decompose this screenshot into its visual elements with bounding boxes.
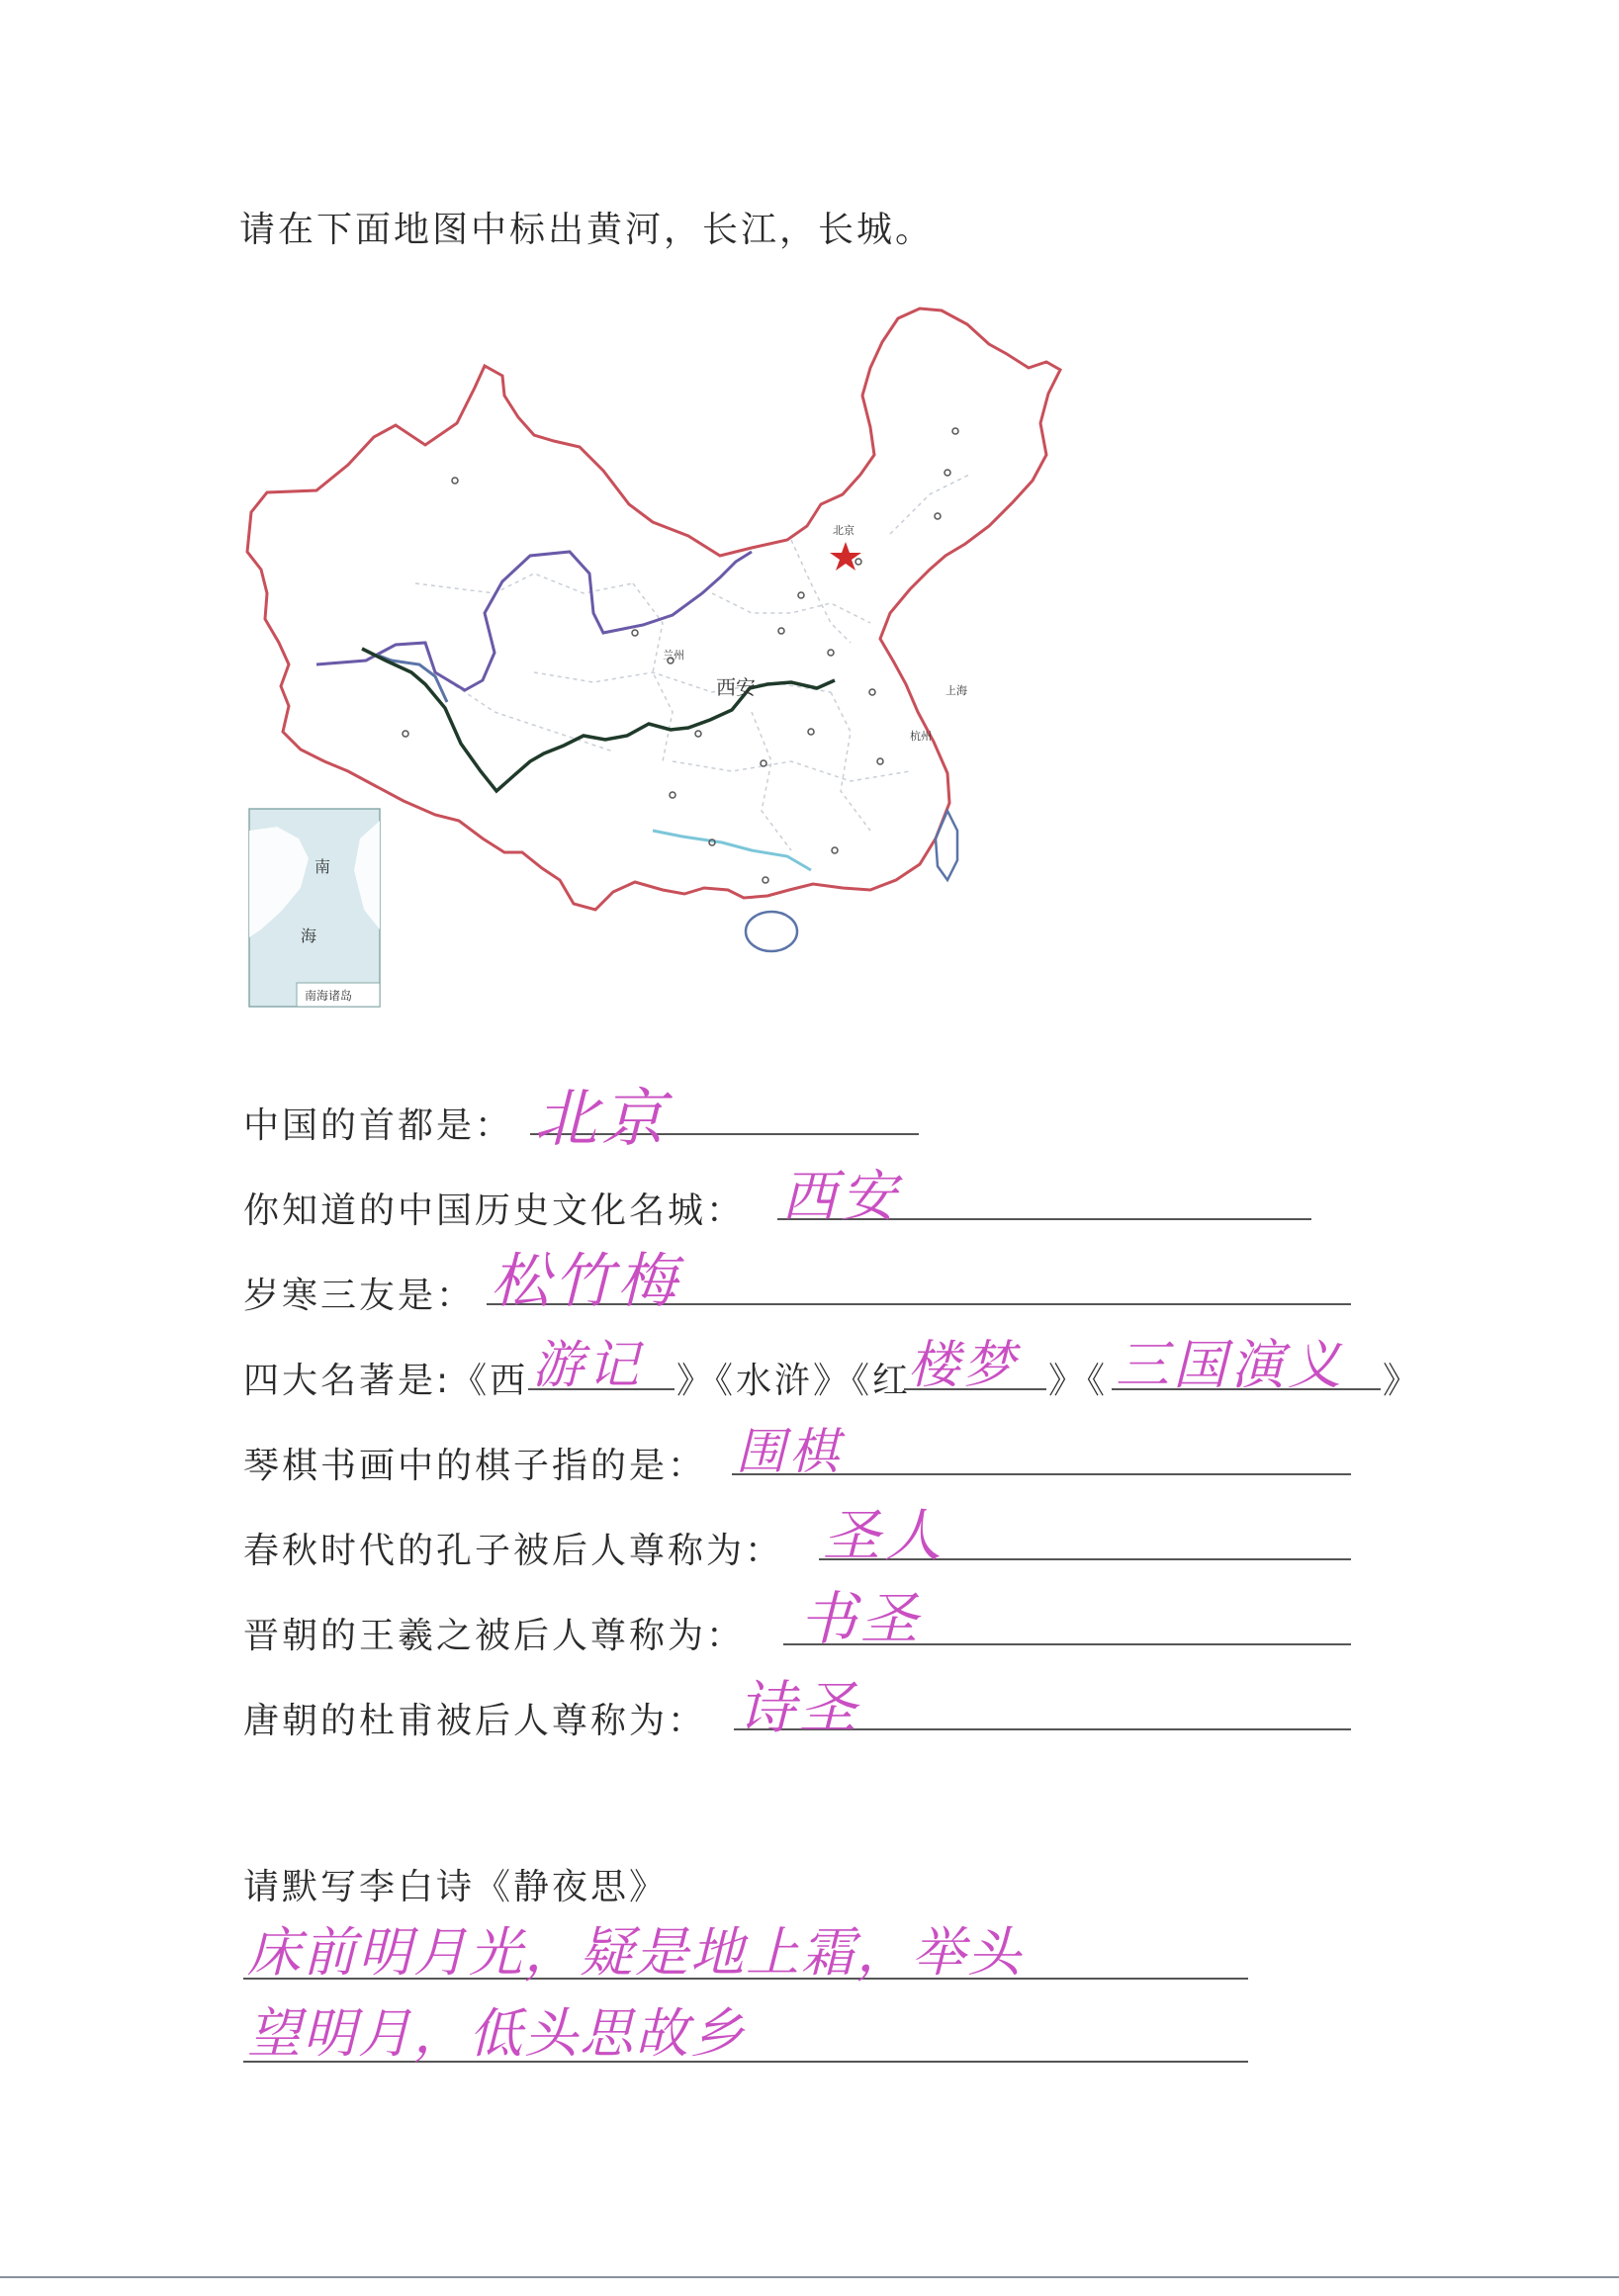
question-capital: 中国的首都是：: [243, 1105, 514, 1146]
question-confucius: 春秋时代的孔子被后人尊称为：: [243, 1531, 784, 1571]
question-historic-city: 你知道的中国历史文化名城：: [243, 1191, 746, 1231]
question-du-fu: 唐朝的杜甫被后人尊称为：: [243, 1701, 707, 1741]
poem-line-1: 床前明月光，疑是地上霜，举头: [247, 1921, 1023, 1984]
answer-capital: 北京: [534, 1083, 669, 1156]
poem-prompt: 请默写李白诗《静夜思》: [243, 1867, 669, 1907]
answer-du-fu: 诗圣: [738, 1674, 861, 1741]
province-boundaries: [415, 475, 969, 850]
label-shanghai: 上海: [945, 684, 967, 697]
answer-historic-city: 西安: [781, 1165, 900, 1229]
answer-confucius: 圣人: [823, 1502, 946, 1569]
south-china-sea-inset: [249, 809, 380, 1007]
taiwan-island: [936, 811, 957, 880]
inset-caption: 南海诸岛: [305, 989, 353, 1003]
answer-three-friends: 松竹梅: [491, 1247, 680, 1316]
label-xian: 西安: [716, 675, 756, 699]
question-four-classics-mid2: 》《: [1048, 1361, 1109, 1401]
question-four-classics-prefix: 四大名著是:《西: [243, 1361, 529, 1401]
question-three-friends: 岁寒三友是：: [243, 1276, 476, 1316]
answer-classic-3: 三国演义: [1116, 1334, 1345, 1396]
poem-line-2: 望明月，低头思故乡: [247, 2002, 746, 2065]
question-qi: 琴棋书画中的棋子指的是：: [243, 1446, 707, 1486]
inset-label-hai: 海: [301, 927, 317, 945]
inset-label-nan: 南: [315, 857, 331, 876]
map-instruction: 请在下面地图中标出黄河，长江，长城。: [239, 210, 935, 250]
question-wang-xizhi: 晋朝的王羲之被后人尊称为：: [243, 1616, 746, 1656]
yellow-river: [316, 552, 752, 690]
question-four-classics-mid1: 》《水浒》《红: [676, 1361, 912, 1401]
answer-wang-xizhi: 书圣: [799, 1585, 923, 1652]
answer-qi: 围棋: [736, 1423, 843, 1480]
china-map: [237, 297, 1068, 1018]
pearl-river: [653, 831, 811, 870]
scan-edge-line: [0, 2276, 1619, 2278]
question-four-classics-suffix: 》: [1383, 1361, 1422, 1401]
answer-classic-1: 游记: [532, 1336, 644, 1395]
label-lanzhou: 兰州: [663, 649, 684, 662]
answer-classic-2: 楼梦: [908, 1336, 1020, 1395]
label-hangzhou: 杭州: [910, 730, 932, 743]
capital-star-icon: [830, 542, 861, 571]
label-beijing: 北京: [833, 524, 854, 537]
hainan-island: [746, 912, 797, 951]
